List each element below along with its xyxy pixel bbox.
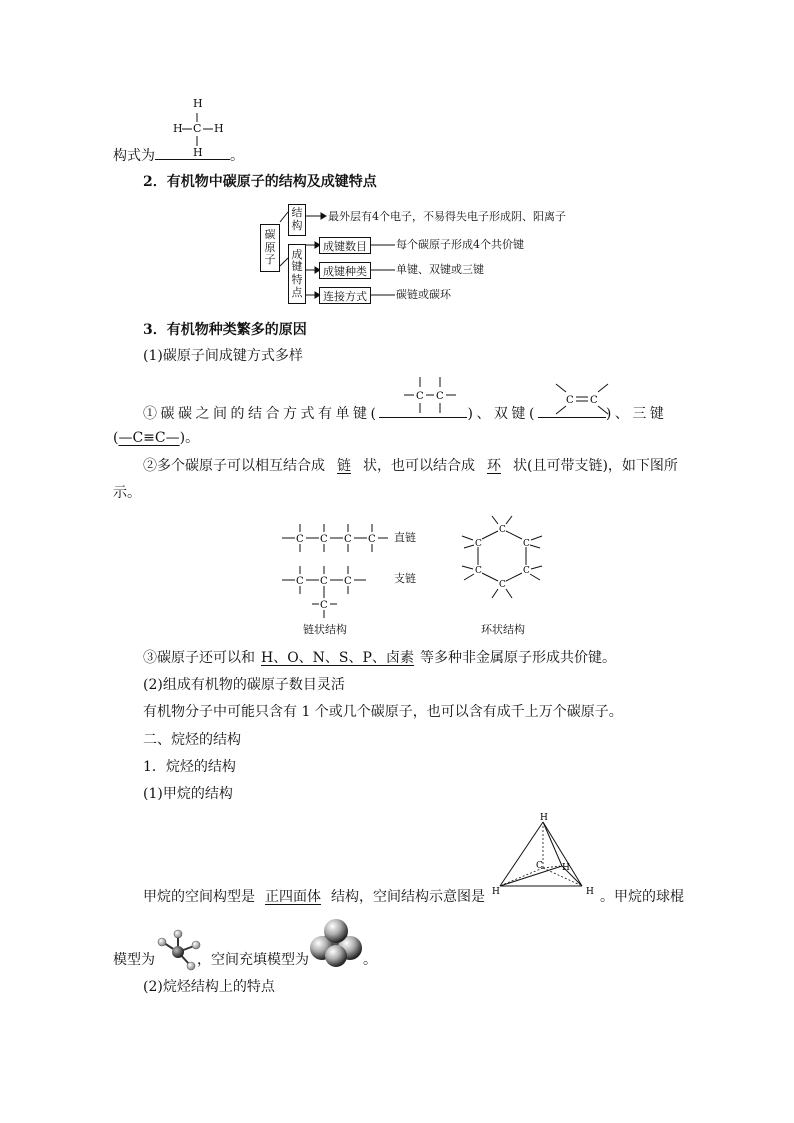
formula-left-h: H — [173, 122, 183, 135]
branched-chain-label: 支链 — [394, 572, 416, 585]
tree-bonding-box: 成 键 特 点 — [288, 244, 306, 304]
formula-bottom-h: H — [193, 146, 203, 159]
svg-text:C: C — [416, 391, 424, 402]
straight-chain-label: 直链 — [394, 531, 416, 544]
svg-text:C: C — [436, 391, 444, 402]
methane-shape-line-end: 。甲烷的球棍 — [600, 889, 684, 905]
ring-atom: C — [499, 525, 506, 535]
sub-2-text: 有机物分子中可能只含有 1 个或几个碳原子，也可以含有成千上万个碳原子。 — [143, 704, 623, 720]
tetra-top-h: H — [540, 813, 548, 823]
formula-blank — [155, 147, 230, 160]
chain-structure-diagram — [278, 520, 408, 630]
ring-structure-caption: 环状结构 — [481, 623, 525, 636]
chain-ring-line: ②多个碳原子可以相互结合成 链 状，也可以结合成 环 状(且可带支链)，如下图所 — [143, 458, 678, 474]
alkane-structure-title: 1．烷烃的结构 — [143, 759, 236, 775]
formula-right-h: H — [214, 122, 224, 135]
chain-atom: C — [320, 534, 328, 545]
sub-1-title: (1)碳原子间成键方式多样 — [143, 348, 303, 364]
chain-atom: C — [320, 576, 328, 587]
tree-structure-desc: 最外层有4个电子，不易得失电子形成阴、阳离子 — [328, 210, 566, 223]
tree-bond-type-desc: 单键、双键或三键 — [396, 263, 484, 276]
section-3-title: 3．有机物种类繁多的原因 — [143, 322, 307, 338]
tree-bond-type-box: 成键种类 — [319, 262, 371, 279]
part-2-title: 二、烷烃的结构 — [143, 732, 241, 748]
chain-structure-caption: 链状结构 — [303, 623, 347, 636]
tree-connect-box: 连接方式 — [319, 287, 371, 304]
methane-tetrahedron-diagram — [490, 810, 600, 902]
tree-connect-desc: 碳链或碳环 — [396, 288, 451, 301]
tree-root-carbon: 碳 原 子 — [260, 224, 280, 272]
ring-atom: C — [475, 539, 482, 549]
ring-atom: C — [475, 566, 482, 576]
tree-bond-count-box: 成键数目 — [319, 237, 371, 254]
tetra-left-h: H — [492, 887, 500, 897]
shape-answer: 正四面体 — [265, 889, 321, 905]
element-bond-line: ③碳原子还可以和 H、O、N、S、P、卤素 等多种非金属原子形成共价键。 — [143, 650, 616, 666]
formula-c: C — [193, 122, 202, 135]
sub-2-title: (2)组成有机物的碳原子数目灵活 — [143, 677, 345, 693]
chain-answer: 链 — [337, 458, 351, 474]
ring-atom: C — [499, 580, 506, 590]
chain-atom: C — [296, 534, 304, 545]
ring-answer: 环 — [487, 458, 501, 474]
methane-shape-line: 甲烷的空间构型是 正四面体 结构，空间结构示意图是 — [143, 889, 485, 905]
element-answer: H、O、N、S、P、卤素 — [261, 650, 414, 666]
ring-atom: C — [523, 566, 530, 576]
svg-text:C: C — [566, 395, 574, 406]
ring-atom: C — [523, 539, 530, 549]
tree-bond-count-desc: 每个碳原子形成4个共价键 — [396, 238, 524, 251]
tetra-c: C — [536, 861, 543, 871]
chain-atom: C — [368, 534, 376, 545]
chain-ring-line-end: 示。 — [113, 485, 141, 501]
svg-text:C: C — [590, 395, 598, 406]
chain-atom: C — [344, 576, 352, 587]
chain-atom: C — [320, 600, 328, 611]
chain-atom: C — [344, 534, 352, 545]
line-formula-text: 构式为 。 — [113, 148, 244, 164]
model-line: 模型为 ，空间充填模型为 。 — [113, 952, 377, 968]
chain-atom: C — [296, 576, 304, 587]
tree-structure-box: 结 构 — [288, 204, 306, 236]
section-2-title: 2．有机物中碳原子的结构及成键特点 — [143, 174, 377, 190]
triple-bond-line: (—C≡C—)。 — [113, 430, 200, 446]
alkane-feature-title: (2)烷烃结构上的特点 — [143, 979, 275, 995]
methane-structure-title: (1)甲烷的结构 — [143, 786, 233, 802]
triple-bond-answer: —C≡C— — [118, 430, 180, 446]
tetra-right-top-h: H — [562, 863, 570, 873]
tetra-right-h: H — [586, 887, 594, 897]
formula-top-h: H — [193, 97, 203, 110]
bond-types-line: ①碳碳之间的结合方式有单键( )、双键( )、三键 — [143, 406, 668, 422]
ring-structure-diagram — [452, 514, 552, 614]
